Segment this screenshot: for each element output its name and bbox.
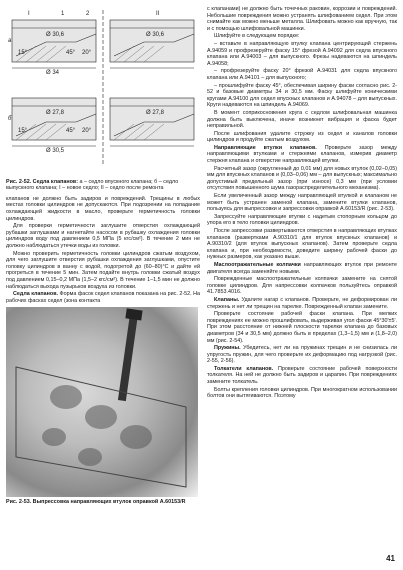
paragraph-text: Поврежденные маслоотражательные колпачки замените на снятой головке цилиндров. Для напрессовки колпачков пользуйтесь оправкой 41.7853.4016. [207, 276, 397, 296]
paragraph [207, 214, 397, 227]
paragraph [207, 83, 397, 109]
paragraph [207, 193, 397, 213]
cylinder-head-photo [6, 307, 198, 497]
paragraph: Для проверки герметичности заглушите отверстия охлаждающей рубашки заглушками и нагнетайте насосом в рубашку охлаждения головки цилиндров воду под давлением 0,5 МПа (5 кгс/см²). В течение 2 мин не должно наблюдаться утечки воды из головки. [6, 223, 200, 249]
label-b: б [8, 116, 12, 122]
valve-seat-drawing [6, 6, 198, 174]
paragraph-text: – вставьте в направляющую втулку клапана центрирующий стержень А.94059 и профрезеруйте фаску 15° фрезой А.94092 для седла впускного клапана или А.94003 – для выпускного. Фрезы надеваются на шпиндель А.94058; [207, 40, 397, 67]
section-title: Клапаны. [214, 296, 240, 303]
figure-caption-2-52 [6, 179, 200, 192]
figure-2-52 [6, 6, 200, 177]
angle-4: 15° [18, 128, 28, 134]
dim-2: Ø 34 [46, 70, 60, 76]
section-title: Маслоотражательные колпачки [214, 261, 301, 268]
paragraph [207, 68, 397, 81]
section-valve-seats [6, 291, 200, 304]
angle-2: 45° [66, 50, 76, 56]
paragraph-text: Проверьте зазор между направляющими втулками и стержнями клапанов, измерив диаметр стержня клапана и отверстие направляющей втулки. [207, 144, 397, 165]
paragraph-text: Если увеличенный зазор между направляющей втулкой и клапаном не может быть устранен заменой клапана, замените втулки клапанов, пользуясь для выпрессовки и запрессовки оправкой А.60153/R (рис. 2-53). [207, 193, 397, 213]
paragraph-text: Проверьте состояние рабочей фаски клапана. При мелких повреждениях ее можно прошлифовать, выдерживая угол фаски 45°30'±5'. При этом расстояние от нижней плоскости тарелки клапана до базовых диаметров (34 и 30,5 мм) должно быть в пределах (1,3–1,5) мм и (1,8–2,0) мм (рис. 2-54). [207, 311, 397, 344]
section-paragraph [207, 366, 397, 386]
paragraph [207, 41, 397, 67]
section-paragraph [207, 145, 397, 165]
paragraph-text: – профрезеруйте фаску 20° фрезой А.94031 для седла впускного клапана или А.94101 – для выпускного; [207, 68, 397, 81]
paragraph: Можно проверить герметичность головки цилиндров сжатым воздухом, для чего заглушите отверстия рубашки охлаждения заглушками, опустите головку цилиндров в ванну с водой, подогретой до (60–80)°С и дайте ей прогреться в течение 5 мин. Затем подайте внутрь головки сжатый воздух под давлением 0,15–0,2 МПа (1,5–2 кгс/см²). В течение 1–1,5 мин не должно наблюдаться выхода пузырьков воздуха из головки. [6, 250, 200, 290]
paragraph-text: с клапанами) не должно быть точечных раковин, коррозии и повреждений. Небольшие повреждения можно устранять шлифованием седел. При этом снимайте как можно меньше металла. Шлифовать можно как вручную, так и с помощью шлифовальной машинки. [207, 6, 397, 32]
paragraph-text: Проверьте состояние рабочей поверхности толкателя. На ней не должно быть задиров и царапин. При повреждениях замените толкатель. [207, 365, 398, 386]
right-column [207, 6, 397, 401]
paragraph-text: Шлифуйте в следующем порядке: [214, 33, 300, 40]
figure-caption-2-53 [6, 499, 200, 506]
paragraph-text: В момент соприкосновения круга с седлом шлифовальная машинка должна быть выключена, иначе возникнет вибрация и фаска будет неправильной. [207, 109, 397, 130]
section-title: Пружины. [214, 345, 241, 352]
section-title: Седла клапанов. [13, 291, 59, 298]
paragraph-text: Запрессуйте направляющие втулки с надетым стопорным кольцом до упора его в тело головки цилиндров. [207, 213, 397, 227]
label-2: 2 [86, 11, 90, 17]
section-title: Толкатели клапанов. [214, 365, 274, 372]
cylinder-head-illustration [6, 307, 198, 497]
dim-5: Ø 30,6 [146, 32, 165, 38]
section-paragraph [207, 297, 397, 310]
caption-body: а – седло впускного клапана; б – седло выпускного клапана; I – новое седло; II – седло после ремонта [6, 178, 179, 192]
paragraph [207, 6, 397, 32]
paragraph: клапанов не должно быть задиров и повреждений. Трещины в любых местах головки цилиндров не допускаются. При подозрении на попадание охлаждающей жидкости в масло, проверьте герметичность головки цилиндров. [6, 195, 200, 222]
paragraph-text: После запрессовки развертываются отверстия в направляющих втулках клапанов (развертками А.90310/1 для втулок впускных клапанов) и А.90310/2 (для втулок выпускных клапанов). Затем проверьте седла клапана и, при необходимости, доведите ширину рабочей фаски до нужных размеров, как указано выше. [207, 228, 397, 261]
paragraph-text: – прошлифуйте фаску 45°, обеспечивая ширину фаски согласно рис. 2-52 и базовые диаметры 34 и 30,5 мм. Фаску шлифуйте коническими кругами А.94100 для седел впускных клапанов и А.94078 – для выпускных. Круги надеваются на шпиндель А.94069. [207, 82, 397, 109]
angle-6: 20° [82, 128, 92, 134]
dim-1: Ø 30,6 [46, 32, 65, 38]
dim-6: Ø 27,8 [146, 110, 165, 116]
caption-head: Рис. 2-52. Седла клапанов: [6, 178, 79, 185]
angle-1: 15° [18, 50, 28, 56]
angle-5: 45° [66, 128, 76, 134]
section-text: Форма фасок седел клапанов показана на рис. 2-52. На рабочих фасках седел (зона контакта [6, 291, 201, 304]
label-1: 1 [61, 11, 65, 17]
page-number: 41 [386, 554, 395, 564]
label-ii: II [156, 11, 160, 17]
paragraph [207, 131, 397, 144]
dim-3: Ø 27,8 [46, 110, 65, 116]
caption-head: Рис. 2-53. Выпрессовка направляющих втулок оправкой А.60153/R [6, 499, 186, 506]
paragraph [207, 276, 397, 296]
paragraph [207, 166, 397, 192]
label-i: I [28, 11, 30, 17]
paragraph [207, 228, 397, 261]
left-column [6, 6, 200, 510]
paragraph [207, 110, 397, 130]
paragraph [207, 387, 397, 400]
paragraph-text: Болты крепления головки цилиндров. При многократном использовании болтов они вытягиваются. Поэтому [207, 386, 397, 400]
paragraph-text: направляющих втулок при ремонте двигателя всегда заменяйте новыми. [207, 261, 397, 275]
angle-3: 20° [82, 50, 92, 56]
paragraph [207, 311, 397, 344]
section-paragraph [207, 345, 397, 365]
paragraph-text: Убедитесь, нет ли на пружинах трещин и не снизилась ли упругость пружин, для чего проверьте их деформацию под нагрузкой (рис. 2-55, 2-56). [207, 345, 397, 365]
paragraph-text: После шлифования удалите стружку из седел и каналов головки цилиндров и продуйте сжатым воздухом. [207, 130, 397, 144]
paragraph-text: Удалите нагар с клапанов. Проверьте, не деформирован ли стержень и нет ли трещин на тарелке. Поврежденный клапан замените. [207, 296, 397, 310]
paragraph-text: Расчетный зазор (округленный до 0,01 мм) для новых втулок (0,02–0,05) мм для впускных клапанов и (0,03–0,06) мм – для выпускных; максимально допустимый предельный зазор (при износе) 0,3 мм (при условии отсутствия повышенного шума газораспределительного механизма). [207, 165, 397, 192]
section-paragraph [207, 262, 397, 275]
dim-4: Ø 30,5 [46, 148, 65, 154]
paragraph [207, 33, 397, 40]
label-a: а [8, 38, 12, 44]
section-title: Направляющие втулки клапанов. [214, 144, 317, 151]
